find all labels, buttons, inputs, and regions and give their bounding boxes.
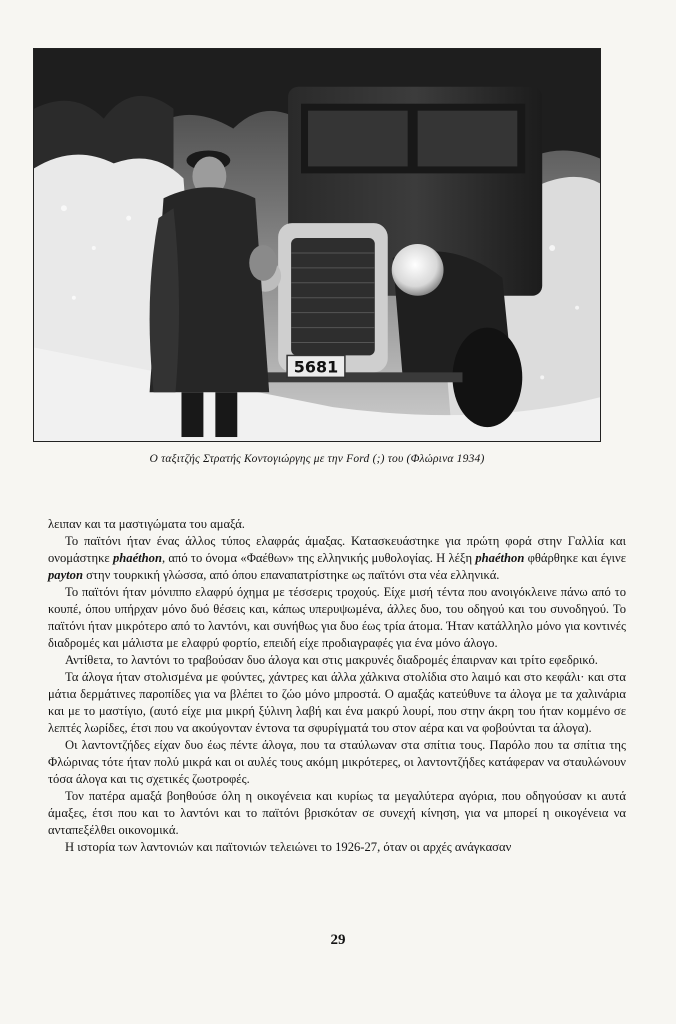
term-phaethon: phaéthon	[112, 551, 162, 565]
paragraph: Τον πατέρα αμαξά βοηθούσε όλη η οικογένεια και κυρίως τα μεγαλύτερα αγόρια, που οδηγούσαν κι αυτά άμαξες, έτσι που και το λαντόνι και το παϊτόνι βρισκόταν σε συνεχή κίνηση, για να μπορεί η οικογένεια να ανταπεξέλθει οικονομικά.	[48, 789, 626, 837]
paragraph: Τα άλογα ήταν στολισμένα με φούντες, χάντρες και άλλα χάλκινα στολίδια στο λαιμό και στο κεφάλι· και στα μάτια δερμάτινες παροπίδες για να βλέπει το ζώο μόνο μπροστά. Ο αμαξάς κατεύθυνε τα άλογα με τα χαλινάρια και με το μαστίγιο, (αυτό είχε μια μικρή ξύλινη λαβή και ένα μακρύ λουρί, που στην άκρη του ήταν κομμένο σε λεπτές λωρίδες, έτσι που να ακούγονταν έντονα τα σφυρίγματά του στον αέρα και να φοβούνται τα άλογα).	[48, 670, 626, 735]
historical-photo	[33, 48, 601, 442]
term-phaethon: phaéthon	[475, 551, 525, 565]
photo-illustration	[34, 49, 600, 441]
paragraph-phaethon: Το παϊτόνι ήταν ένας άλλος τύπος ελαφράς άμαξας. Κατασκευάστηκε για πρώτη φορά στην Γαλλία και ονομάστηκε phaéthon, από το όνομα «Φαέθων» της ελληνικής μυθολογίας. Η λέξη phaéthon φθάρθηκε και έγινε payton στην τουρκική γλώσσα, από όπου επαναπατρίστηκε ως παϊτόνι στα νέα ελληνικά.	[48, 534, 626, 582]
paragraph: Οι λαντοντζήδες είχαν δυο έως πέντε άλογα, που τα σταύλωναν στα σπίτια τους. Παρόλο που τα σπίτια της Φλώρινας τότε ήταν πολύ μικρά και οι αυλές τους ακόμη μικρότερες, οι λαντοντζήδες κατάφεραν να σταυλώνουν τόσα άλογα και τις σχετικές ζωοτροφές.	[48, 738, 626, 786]
photo-caption: Ο ταξιτζής Στρατής Κοντογιώργης με την Ford (;) του (Φλώρινα 1934)	[149, 453, 485, 465]
paragraph: λειπαν και τα μαστιγώματα του αμαξά.	[48, 517, 245, 531]
paragraph: Το παϊτόνι ήταν μόνιππο ελαφρύ όχημα με τέσσερις τροχούς. Είχε μισή τέντα που ανοιγόκλεινε πάνω από το κουπέ, όπου υπήρχαν μόνο δυό θέσεις και, κάπως υπερυψωμένα, άλλες δυο, του οδηγού και του συνοδηγού. Το παϊτόνι ήταν μικρότερο από το λαντόνι, και συνήθως για δυο έως τρία άτομα. Ήταν κατάλληλο μόνο για κοντινές διαδρομές και μάλιστα με ελαφρύ φορτίο, επειδή είχε προδιαγραφές για ένα μόνο άλογο.	[48, 585, 626, 650]
body-text	[48, 516, 626, 856]
paragraph: Αντίθετα, το λαντόνι το τραβούσαν δυο άλογα και στις μακρυνές διαδρομές έπαιρναν και τρίτο εφεδρικό.	[65, 653, 598, 667]
page-number: 29	[330, 932, 346, 948]
term-payton: payton	[48, 568, 83, 582]
paragraph: Η ιστορία των λαντονιών και παϊτονιών τελειώνει το 1926-27, όταν οι αρχές ανάγκασαν	[65, 840, 512, 854]
license-plate: 5681	[293, 357, 339, 377]
